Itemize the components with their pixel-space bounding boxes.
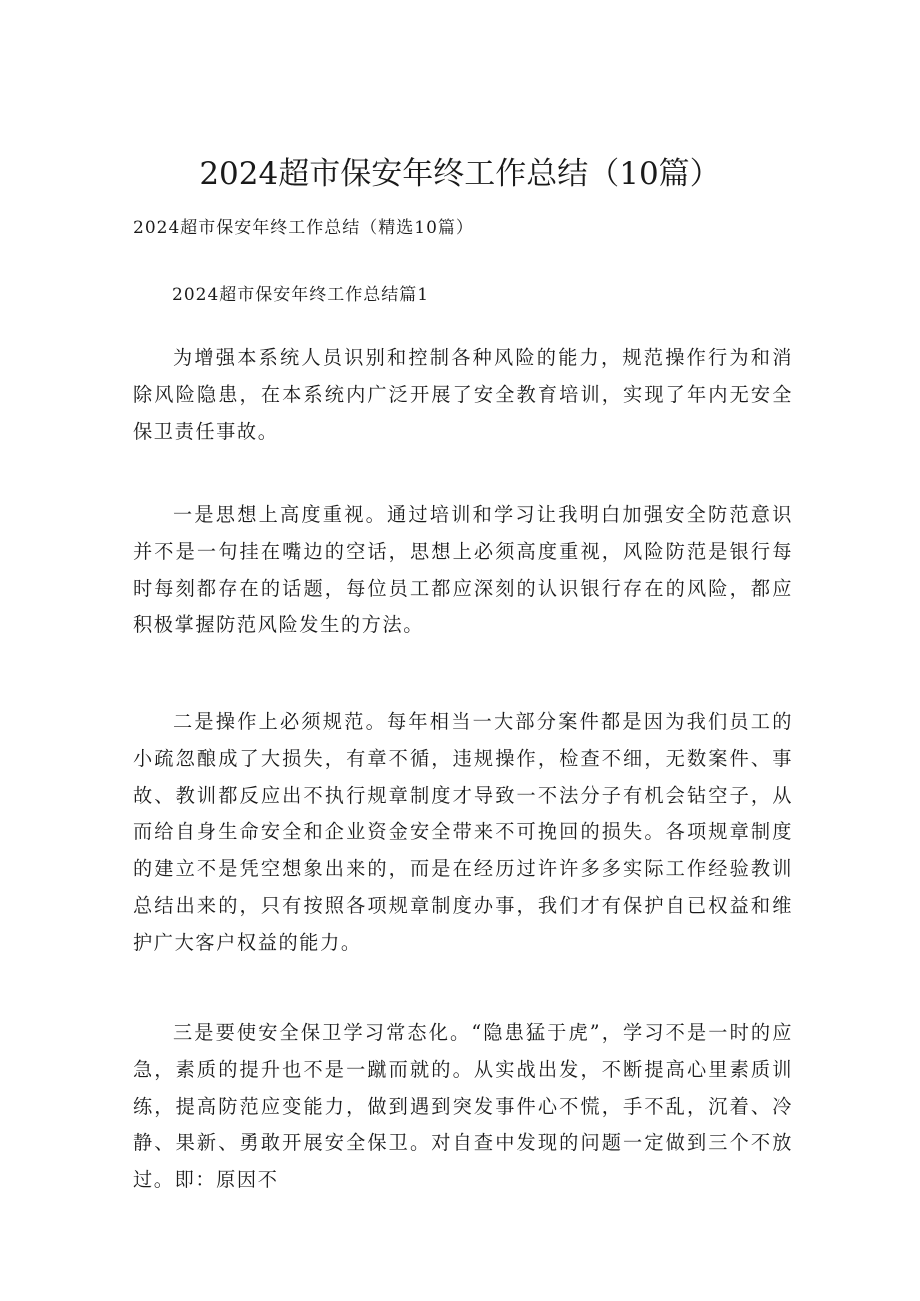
document-title: 2024超市保安年终工作总结（10篇） [199, 156, 721, 192]
document-subtitle: 2024超市保安年终工作总结（精选10篇） [133, 218, 474, 238]
section-heading: 2024超市保安年终工作总结篇1 [172, 285, 430, 305]
paragraph-point-one: 一是思想上高度重视。通过培训和学习让我明白加强安全防范意识并不是一句挂在嘴边的空话，思想上必须高度重视，风险防范是银行每时每刻都存在的话题，每位员工都应深刻的认识银行存在的风险，都应积极掌握防范风险发生的方法。 [133, 503, 793, 637]
paragraph-intro: 为增强本系统人员识别和控制各种风险的能力，规范操作行为和消除风险隐患，在本系统内广泛开展了安全教育培训，实现了年内无安全保卫责任事故。 [133, 346, 793, 443]
paragraph-point-two: 二是操作上必须规范。每年相当一大部分案件都是因为我们员工的小疏忽酿成了大损失，有章不循，违规操作，检查不细，无数案件、事故、教训都反应出不执行规章制度才导致一不法分子有机会钻空子，从而给自身生命安全和企业资金安全带来不可挽回的损失。各项规章制度的建立不是凭空想象出来的，而是在经历过许许多多实际工作经验教训总结出来的，只有按照各项规章制度办事，我们才有保护自已权益和维护广大客户权益的能力。 [133, 710, 793, 954]
paragraph-point-three: 三是要使安全保卫学习常态化。“隐患猛于虎”，学习不是一时的应急，素质的提升也不是一蹴而就的。从实战出发，不断提高心里素质训练，提高防范应变能力，做到遇到突发事件心不慌，手不乱，沉着、冷静、果新、勇敢开展安全保卫。对自查中发现的问题一定做到三个不放过。即：原因不 [133, 1021, 793, 1192]
